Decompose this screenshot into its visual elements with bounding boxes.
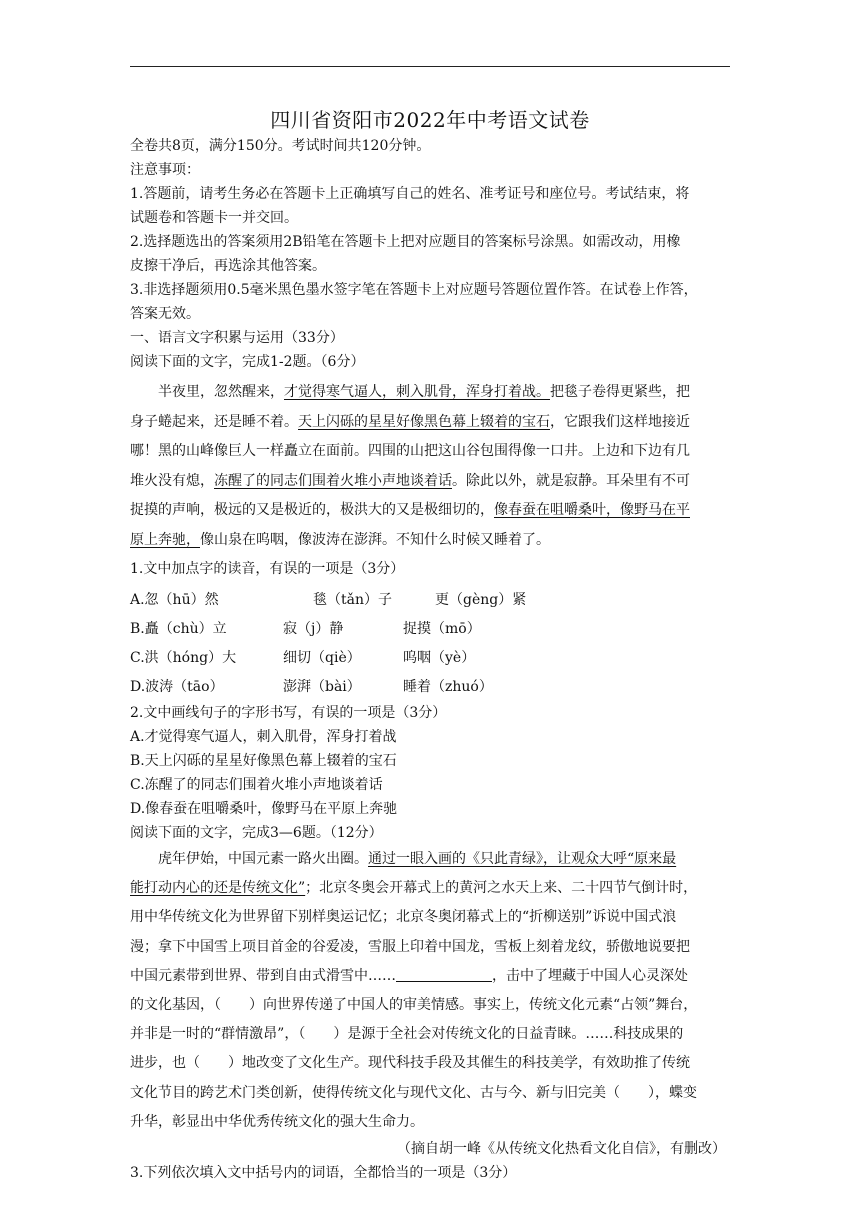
option-a-1: A.忽（hū）然 <box>130 591 219 608</box>
passage-text: ，击中了埋藏于中国人心灵深处 <box>492 967 688 984</box>
option-b-3: 捉摸（mō） <box>403 620 481 637</box>
option-d-2: 澎湃（bài） <box>283 678 361 695</box>
question-1-stem: 1.文中加点字的读音，有误的一项是（3分） <box>130 561 405 577</box>
passage-text: 的文化基因，（ ）向世界传递了中国人的审美情感。事实上，传统文化元素“占领”舞台， <box>130 997 698 1014</box>
passage-text: 。除此以外，就是寂静。耳朵里有不可 <box>452 472 690 489</box>
option-c-3: 呜咽（yè） <box>403 649 476 666</box>
passage-text: 半夜里，忽然醒来， <box>158 384 284 400</box>
underlined-sentence-a: 才觉得寒气逼人，刺入肌骨，浑身打着战。 <box>284 384 550 400</box>
option-row-d <box>130 672 734 701</box>
section-1-heading: 一、语言文字积累与运用（33分） <box>130 330 344 346</box>
option-row-b <box>130 614 734 643</box>
passage-text: 堆火没有熄， <box>130 472 214 489</box>
underlined-sentence-e-end: 能打动内心的还是传统文化” <box>130 880 306 897</box>
option-c-1: C.洪（hóng）大 <box>130 649 237 666</box>
question-2-option-b: B.天上闪砾的星星好像黑色幕上辍着的宝石 <box>130 753 397 769</box>
passage-text: 像山泉在呜咽，像波涛在澎湃。不知什么时候又睡着了。 <box>200 531 550 548</box>
passage-text: 漫；拿下中国雪上项目首金的谷爱凌，雪服上印着中国龙，雪板上刻着龙纹，骄傲地说要把 <box>130 938 690 955</box>
notice-1-line-2: 试题卷和答题卡一并交回。 <box>130 210 298 226</box>
reading-2-intro: 阅读下面的文字，完成3—6题。（12分） <box>130 825 383 841</box>
passage-text: 哪！黑的山峰像巨人一样矗立在面前。四围的山把这山谷包围得像一口井。上边和下边有几 <box>130 443 690 459</box>
passage-text: 文化节目的跨艺术门类创新，使得传统文化与现代文化、古与今、新与旧完美（ ），蝶变 <box>130 1084 697 1101</box>
question-2-option-c: C.冻醒了的同志们围着火堆小声地谈着话 <box>130 777 383 793</box>
underlined-sentence-c: 冻醒了的同志们围着火堆小声地谈着话 <box>214 472 452 489</box>
option-row-c <box>130 643 734 672</box>
notice-1-line-1: 1.答题前，请考生务必在答题卡上正确填写自己的姓名、准考证号和座位号。考试结束，将 <box>130 186 690 202</box>
underlined-sentence-b: 天上闪砾的星星好像黑色幕上辍着的宝石 <box>298 413 550 430</box>
passage-text: 中国元素带到世界、带到自由式滑雪中…… <box>130 967 396 984</box>
passage-text: 虎年伊始，中国元素一路火出圈。 <box>158 851 368 867</box>
source-citation: （摘自胡一峰《从传统文化热看文化自信》，有删改） <box>397 1141 726 1158</box>
exam-content <box>130 134 734 1185</box>
passage-1 <box>130 378 734 555</box>
fill-in-blank <box>396 965 492 982</box>
underlined-sentence-d-end: 原上奔驰， <box>130 531 200 548</box>
passage-2 <box>130 845 734 1137</box>
passage-text: 身子蜷起来，还是睡不着。 <box>130 413 298 430</box>
option-c-2: 细切（qiè） <box>283 649 361 666</box>
option-b-1: B.矗（chù）立 <box>130 620 227 637</box>
underlined-sentence-d: 像春蚕在咀嚼桑叶，像野马在平 <box>494 502 690 518</box>
reading-1-intro: 阅读下面的文字，完成1-2题。（6分） <box>130 354 365 370</box>
option-d-3: 睡着（zhuó） <box>403 678 493 695</box>
option-b-2: 寂（j）静 <box>283 620 344 637</box>
notice-2-line-1: 2.选择题选出的答案须用2B铅笔在答题卡上把对应题目的答案标号涂黑。如需改动，用橡 <box>130 234 681 250</box>
passage-text: ，它跟我们这样地接近 <box>550 413 690 430</box>
question-3-stem: 3.下列依次填入文中括号内的词语，全都恰当的一项是（3分） <box>130 1165 517 1182</box>
passage-text: 捉摸的声响，极远的又是极近的，极洪大的又是极细切的， <box>130 502 494 518</box>
question-2-stem: 2.文中画线句子的字形书写，有误的一项是（3分） <box>130 705 447 721</box>
notice-heading: 注意事项： <box>130 162 200 178</box>
exam-info: 全卷共8页，满分150分。考试时间共120分钟。 <box>130 138 431 154</box>
exam-title: 四川省资阳市2022年中考语文试卷 <box>270 108 590 132</box>
passage-text: 进步，也（ ）地改变了文化生产。现代科技手段及其催生的科技美学，有效助推了传统 <box>130 1055 690 1072</box>
option-d-1: D.波涛（tāo） <box>130 678 224 695</box>
passage-text: 把毯子卷得更紧些，把 <box>550 384 690 400</box>
question-1-options <box>130 585 734 701</box>
notice-3-line-2: 答案无效。 <box>130 306 200 322</box>
question-2-option-d: D.像春蚕在咀嚼桑叶，像野马在平原上奔驰 <box>130 801 398 817</box>
notice-2-line-2: 皮擦干净后，再选涂其他答案。 <box>130 258 326 274</box>
question-2-option-a: A.才觉得寒气逼人，刺入肌骨，浑身打着战 <box>130 729 397 745</box>
passage-text: ；北京冬奥会开幕式上的黄河之水天上来、二十四节气倒计时， <box>305 880 698 897</box>
option-row-a <box>130 585 734 614</box>
header-rule <box>130 66 730 67</box>
option-a-2: 毯（tǎn）子 <box>313 591 392 608</box>
option-a-3: 更（gèng）紧 <box>435 591 527 608</box>
notice-3-line-1: 3.非选择题须用0.5毫米黑色墨水签字笔在答题卡上对应题号答题位置作答。在试卷上作答， <box>130 282 698 298</box>
passage-text: 并非是一时的“群情激昂”，（ ）是源于全社会对传统文化的日益青睐。……科技成果的 <box>130 1026 684 1043</box>
underlined-sentence-e: 通过一眼入画的《只此青绿》，让观众大呼“原来最 <box>368 851 677 867</box>
passage-text: 用中华传统文化为世界留下别样奥运记忆；北京冬奥闭幕式上的“折柳送别”诉说中国式浪 <box>130 909 677 926</box>
passage-text: 升华，彰显出中华优秀传统文化的强大生命力。 <box>130 1113 424 1130</box>
